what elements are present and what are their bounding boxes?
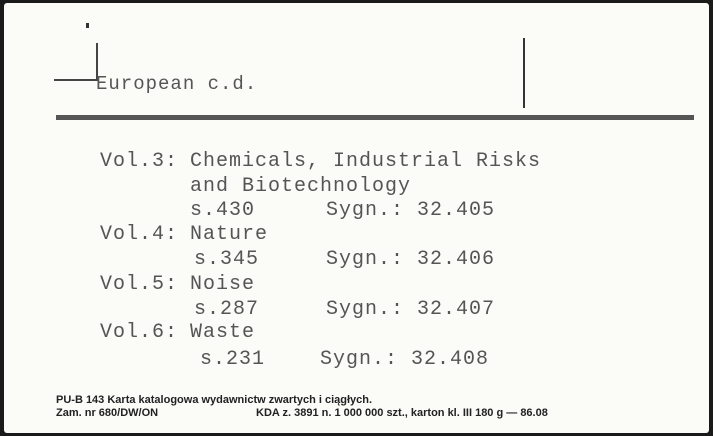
catalog-card — [4, 3, 709, 433]
volume-label: Vol.4: — [100, 223, 179, 246]
volume-pages: s.345 — [194, 248, 260, 271]
volume-signature: Sygn.: 32.408 — [320, 348, 490, 371]
volume-pages: s.231 — [200, 348, 266, 371]
footer-print-info: KDA z. 3891 n. 1 000 000 szt., karton kl. III 180 g — 86.08 — [256, 407, 548, 419]
volume-label: Vol.5: — [100, 273, 179, 296]
corner-bracket-mark — [54, 43, 98, 81]
volume-title: Waste — [190, 321, 256, 344]
volume-title-continued: and Biotechnology — [190, 175, 412, 198]
volume-signature: Sygn.: 32.405 — [326, 199, 496, 222]
volume-signature: Sygn.: 32.407 — [326, 298, 496, 321]
volume-pages: s.430 — [190, 199, 256, 222]
volume-title: Nature — [190, 223, 269, 246]
card-title: European c.d. — [96, 73, 258, 95]
volume-title: Chemicals, Industrial Risks — [190, 150, 542, 173]
volume-title: Noise — [190, 273, 256, 296]
volume-label: Vol.6: — [100, 321, 179, 344]
horizontal-rule — [56, 115, 694, 120]
footer-form-title: PU-B 143 Karta katalogowa wydawnictw zwartych i ciągłych. — [56, 394, 373, 406]
volume-signature: Sygn.: 32.406 — [326, 248, 496, 271]
vertical-rule — [523, 38, 525, 108]
volume-label: Vol.3: — [100, 150, 179, 173]
ink-dot — [86, 23, 89, 28]
footer-order-number: Zam. nr 680/DW/ON — [56, 407, 159, 419]
volume-pages: s.287 — [194, 298, 260, 321]
